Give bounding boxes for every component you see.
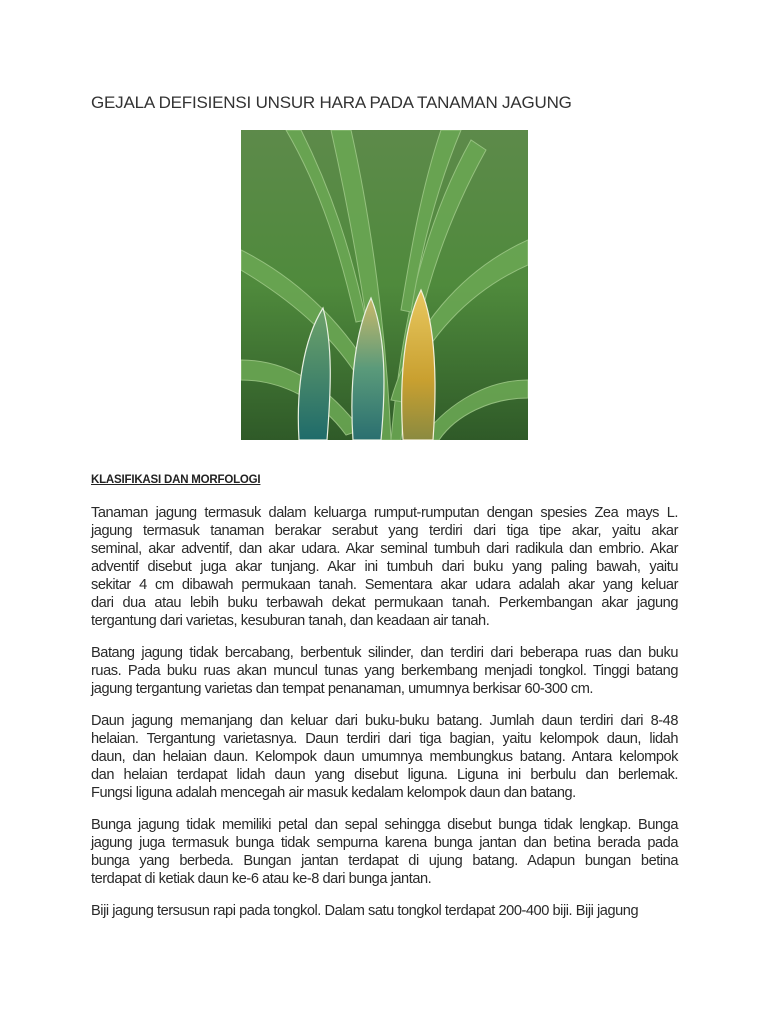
text-line: tergantung dari varietas, kesuburan tanah, dan keadaan air tanah. — [91, 613, 490, 629]
text-line: seminal, akar adventif, dan akar udara. Akar seminal tumbuh dari radikula dan embrio. Akar — [91, 541, 678, 557]
text-line: Fungsi liguna adalah mencegah air masuk kedalam kelompok daun dan batang. — [91, 785, 576, 801]
text-line: helaian. Tergantung varietasnya. Daun terdiri dari tiga bagian, yaitu kelompok daun, lidah — [91, 731, 678, 747]
document-body — [91, 504, 678, 934]
text-line: Bunga jagung tidak memiliki petal dan sepal sehingga disebut bunga tidak lengkap. Bunga — [91, 817, 678, 833]
text-line: Daun jagung memanjang dan keluar dari buku-buku batang. Jumlah daun terdiri dari 8-48 — [91, 713, 678, 729]
paragraph — [91, 504, 678, 630]
text-line: daun, dan helaian daun. Kelompok daun umumnya membungkus batang. Antara kelompok — [91, 749, 678, 765]
text-line: terdapat di ketiak daun ke-6 atau ke-8 dari bunga jantan. — [91, 871, 432, 887]
text-line: jagung tergantung varietas dan tempat penanaman, umumnya berkisar 60-300 cm. — [91, 681, 594, 697]
text-line: ruas. Pada buku ruas akan muncul tunas yang berkembang menjadi tongkol. Tinggi batang — [91, 663, 678, 679]
text-line: jagung termasuk tanaman berakar serabut yang terdiri dari tiga tipe akar, yaitu akar — [91, 523, 678, 539]
text-line: bunga yang berbeda. Bungan jantan terdapat di ujung batang. Adapun bungan betina — [91, 853, 678, 869]
text-line: adventif disebut juga akar tunjang. Akar ini tumbuh dari buku yang paling bawah, yaitu — [91, 559, 678, 575]
text-line: Tanaman jagung termasuk dalam keluarga rumput-rumputan dengan spesies Zea mays L. — [91, 505, 678, 521]
text-line: jagung juga termasuk bunga tidak sempurna karena bunga jantan dan betina berada pada — [91, 835, 678, 851]
corn-plant-photo — [241, 130, 528, 440]
text-line: sekitar 4 cm dibawah permukaan tanah. Sementara akar udara adalah akar yang keluar — [91, 577, 678, 593]
document-title: GEJALA DEFISIENSI UNSUR HARA PADA TANAMAN JAGUNG — [91, 93, 572, 112]
paragraph — [91, 644, 678, 698]
paragraph — [91, 816, 678, 888]
text-line: Biji jagung tersusun rapi pada tongkol. Dalam satu tongkol terdapat 200-400 biji. Biji jagung — [91, 903, 639, 919]
section-heading: KLASIFIKASI DAN MORFOLOGI — [91, 474, 261, 486]
text-line: dari dua atau lebih buku terbawah dekat permukaan tanah. Perkembangan akar jagung — [91, 595, 678, 611]
text-line: Batang jagung tidak bercabang, berbentuk silinder, dan terdiri dari beberapa ruas dan buku — [91, 645, 678, 661]
paragraph — [91, 902, 678, 920]
text-line: dan helaian terdapat lidah daun yang disebut liguna. Liguna ini berbulu dan berlemak. — [91, 767, 678, 783]
paragraph — [91, 712, 678, 802]
